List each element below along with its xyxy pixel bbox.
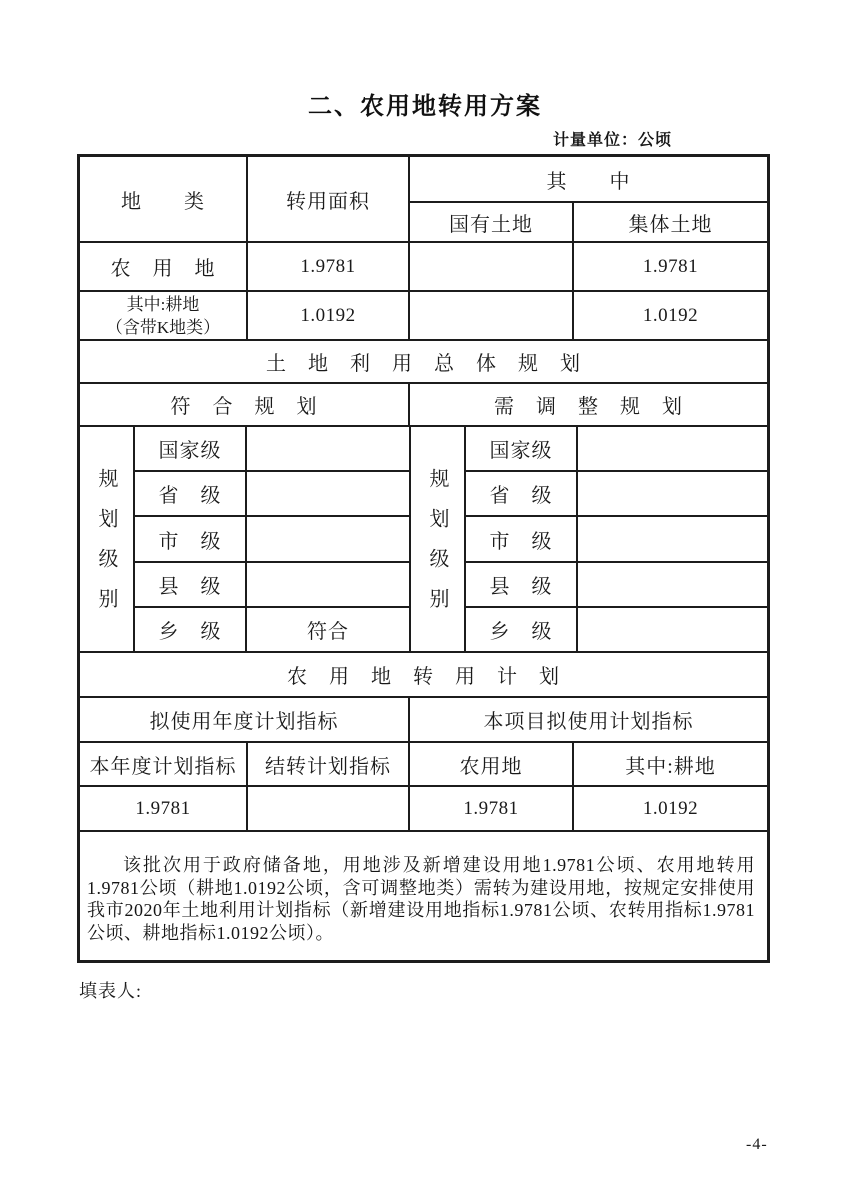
plan-conformity-header-row: [80, 384, 767, 427]
quota-column-header-row: [80, 743, 767, 787]
conform-plan-grid: [80, 427, 411, 651]
level-label-county: 县 级: [466, 563, 578, 606]
agricultural-conversion-area-value: 1.9781: [248, 243, 410, 290]
cultivated-collective-value: 1.0192: [642, 304, 699, 326]
row-label-cultivated-land: [80, 292, 248, 339]
level-label-national: 国家级: [466, 427, 578, 470]
conform-level-rows: [135, 427, 409, 651]
conform-level-axis-label: 规划级别: [80, 427, 135, 651]
cultivated-state-owned-value: [410, 292, 574, 339]
level-label-township: 乡 级: [466, 608, 578, 651]
adjust-row-municipal: [466, 517, 767, 562]
adjust-plan-header: 需 调 整 规 划: [494, 396, 683, 418]
level-label-provincial: 省 级: [135, 472, 247, 515]
conform-row-municipal: [135, 517, 409, 562]
agricultural-collective-value: 1.9781: [642, 255, 699, 277]
quota-col-current-year: 本年度计划指标: [80, 743, 248, 785]
header-of-which-group: [410, 157, 767, 241]
conform-plan-header: 符 合 规 划: [80, 384, 410, 425]
adjust-value-municipal: [578, 517, 767, 560]
cultivated-land-label-line2: （含带K地类）: [105, 317, 221, 337]
level-label-municipal: 市 级: [466, 517, 578, 560]
conform-value-county: [247, 563, 409, 606]
header-state-owned-land: 国有土地: [410, 203, 574, 241]
annual-quota-header: 拟使用年度计划指标: [80, 698, 410, 741]
conform-row-provincial: [135, 472, 409, 517]
table-header-row: [80, 157, 767, 243]
quota-values-row: [80, 787, 767, 832]
page-number: -4-: [746, 1136, 768, 1153]
conform-value-municipal: [247, 517, 409, 560]
conform-value-provincial: [247, 472, 409, 515]
form-filler-label: 填表人:: [79, 981, 143, 1001]
conversion-plan-section-title: 农 用 地 转 用 计 划: [287, 666, 560, 688]
level-label-national: 国家级: [135, 427, 247, 470]
header-of-which: 其 中: [410, 157, 767, 203]
planning-level-grid-row: [80, 427, 767, 653]
adjust-row-county: [466, 563, 767, 608]
quota-col-agricultural-land: 农用地: [410, 743, 574, 785]
adjust-value-national: [578, 427, 767, 470]
conform-value-national: [247, 427, 409, 470]
adjust-row-township: [466, 608, 767, 651]
level-label-county: 县 级: [135, 563, 247, 606]
level-label-municipal: 市 级: [135, 517, 247, 560]
quota-value-cultivated-land: 1.0192: [642, 797, 699, 819]
remarks-row: [80, 832, 767, 960]
adjust-row-provincial: [466, 472, 767, 517]
remarks-paragraph: 该批次用于政府储备地，用地涉及新增建设用地1.9781公顷、农用地转用1.9781公顷（耕地1.0192公顷，含可调整地类）需转为建设用地，按规定安排使用我市2020年土地利用计划指标（新增建设用地指标1.9781公顷、农转用指标1.9781公顷、耕地指标1.0192公顷）。: [87, 855, 755, 943]
level-label-township: 乡 级: [135, 608, 247, 651]
quota-group-header-row: [80, 698, 767, 743]
conform-row-national: [135, 427, 409, 472]
measurement-unit-note: 计量单位：公顷: [552, 132, 672, 149]
table-row-agricultural-land: [80, 243, 767, 292]
quota-value-carryover: [248, 787, 410, 830]
quota-col-carryover: 结转计划指标: [248, 743, 410, 785]
land-conversion-table: [77, 154, 770, 963]
page-title: 二、农用地转用方案: [308, 93, 542, 120]
cultivated-land-label-lines: [106, 293, 220, 339]
agricultural-state-owned-value: [410, 243, 574, 290]
header-of-which-subrow: [410, 203, 767, 241]
conversion-plan-section-row: [80, 653, 767, 698]
header-land-type: 地 类: [80, 157, 248, 241]
header-collective-land: 集体土地: [628, 213, 713, 236]
table-row-cultivated-land: [80, 292, 767, 341]
overall-plan-section-row: [80, 341, 767, 384]
adjust-value-county: [578, 563, 767, 606]
quota-value-current-year: 1.9781: [80, 787, 248, 830]
overall-plan-section-title: 土 地 利 用 总 体 规 划: [266, 353, 581, 375]
row-label-agricultural-land: 农 用 地: [80, 243, 248, 290]
adjust-value-township: [578, 608, 767, 651]
cultivated-land-label-line1: 其中:耕地: [126, 294, 200, 314]
project-quota-header: 本项目拟使用计划指标: [483, 711, 694, 733]
conform-value-township: 符合: [307, 620, 349, 643]
quota-col-cultivated-land: 其中:耕地: [625, 755, 716, 778]
level-label-provincial: 省 级: [466, 472, 578, 515]
conform-row-county: [135, 563, 409, 608]
quota-value-agricultural-land: 1.9781: [410, 787, 574, 830]
adjust-row-national: [466, 427, 767, 472]
adjust-value-provincial: [578, 472, 767, 515]
header-conversion-area: 转用面积: [248, 157, 410, 241]
conform-row-township: [135, 608, 409, 651]
adjust-level-rows: [466, 427, 767, 651]
adjust-plan-grid: [411, 427, 767, 651]
cultivated-conversion-area-value: 1.0192: [248, 292, 410, 339]
adjust-level-axis-label: 规划级别: [411, 427, 466, 651]
